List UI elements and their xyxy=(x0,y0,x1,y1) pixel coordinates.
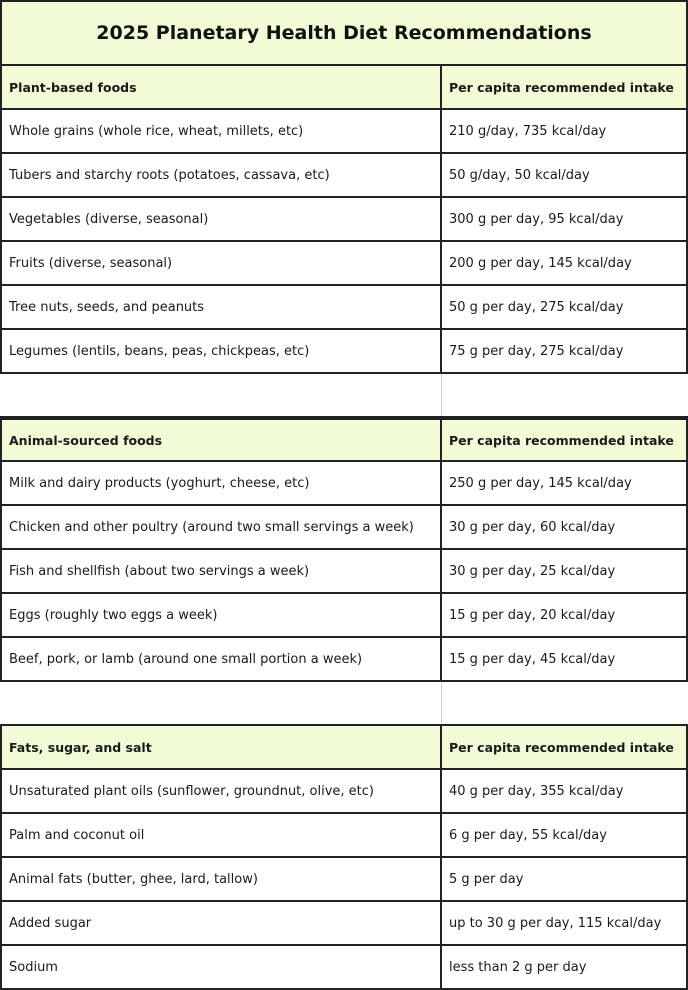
spacer-cell xyxy=(442,682,688,724)
table-row xyxy=(0,506,688,550)
table-row xyxy=(0,946,688,990)
food-cell: Animal fats (butter, ghee, lard, tallow) xyxy=(2,858,442,900)
table-row xyxy=(0,242,688,286)
table-row xyxy=(0,550,688,594)
intake-cell: 5 g per day xyxy=(449,871,524,887)
intake-cell: 250 g per day, 145 kcal/day xyxy=(449,475,632,491)
intake-cell: 75 g per day, 275 kcal/day xyxy=(449,343,624,359)
intake-cell: 30 g per day, 25 kcal/day xyxy=(449,563,616,579)
section-header-animal-sourced xyxy=(0,418,688,462)
category-header: Plant-based foods xyxy=(2,66,442,108)
food-cell: Fruits (diverse, seasonal) xyxy=(2,242,442,284)
food-cell: Fish and shellfish (about two servings a week) xyxy=(2,550,442,592)
food-cell: Tree nuts, seeds, and peanuts xyxy=(2,286,442,328)
spacer-cell xyxy=(442,374,688,416)
food-cell: Tubers and starchy roots (potatoes, cassava, etc) xyxy=(2,154,442,196)
table-row xyxy=(0,770,688,814)
table-row xyxy=(0,902,688,946)
food-cell: Vegetables (diverse, seasonal) xyxy=(2,198,442,240)
spacer-cell xyxy=(0,682,442,724)
intake-cell: 30 g per day, 60 kcal/day xyxy=(449,519,616,535)
table-row xyxy=(0,462,688,506)
intake-header: Per capita recommended intake xyxy=(449,432,674,448)
intake-header: Per capita recommended intake xyxy=(449,79,674,95)
food-cell: Sodium xyxy=(2,946,442,988)
food-cell: Legumes (lentils, beans, peas, chickpeas, etc) xyxy=(2,330,442,372)
category-header: Animal-sourced foods xyxy=(2,420,442,460)
intake-cell: 50 g/day, 50 kcal/day xyxy=(449,167,590,183)
spacer-cell xyxy=(0,374,442,416)
intake-cell: up to 30 g per day, 115 kcal/day xyxy=(449,915,662,931)
food-cell: Unsaturated plant oils (sunflower, groundnut, olive, etc) xyxy=(2,770,442,812)
category-header: Fats, sugar, and salt xyxy=(2,726,442,768)
table-row xyxy=(0,110,688,154)
intake-header: Per capita recommended intake xyxy=(449,739,674,755)
table-title: 2025 Planetary Health Diet Recommendations xyxy=(0,0,688,66)
section-spacer xyxy=(0,374,688,418)
food-cell: Palm and coconut oil xyxy=(2,814,442,856)
intake-cell: 210 g/day, 735 kcal/day xyxy=(449,123,607,139)
food-cell: Chicken and other poultry (around two small servings a week) xyxy=(2,506,442,548)
food-cell: Eggs (roughly two eggs a week) xyxy=(2,594,442,636)
intake-cell: 15 g per day, 45 kcal/day xyxy=(449,651,616,667)
table-row xyxy=(0,638,688,682)
table-row xyxy=(0,286,688,330)
table-row xyxy=(0,814,688,858)
intake-cell: 300 g per day, 95 kcal/day xyxy=(449,211,624,227)
food-cell: Milk and dairy products (yoghurt, cheese, etc) xyxy=(2,462,442,504)
food-cell: Beef, pork, or lamb (around one small portion a week) xyxy=(2,638,442,680)
section-header-plant-based xyxy=(0,66,688,110)
table-row xyxy=(0,594,688,638)
table-row xyxy=(0,858,688,902)
intake-cell: 15 g per day, 20 kcal/day xyxy=(449,607,616,623)
intake-cell: 50 g per day, 275 kcal/day xyxy=(449,299,624,315)
table-row xyxy=(0,154,688,198)
table-row xyxy=(0,198,688,242)
intake-cell: 200 g per day, 145 kcal/day xyxy=(449,255,632,271)
intake-cell: less than 2 g per day xyxy=(449,959,587,975)
food-cell: Added sugar xyxy=(2,902,442,944)
table-row xyxy=(0,330,688,374)
intake-cell: 6 g per day, 55 kcal/day xyxy=(449,827,607,843)
food-cell: Whole grains (whole rice, wheat, millets, etc) xyxy=(2,110,442,152)
section-spacer xyxy=(0,682,688,726)
intake-cell: 40 g per day, 355 kcal/day xyxy=(449,783,624,799)
section-header-fats-sugar-salt xyxy=(0,726,688,770)
